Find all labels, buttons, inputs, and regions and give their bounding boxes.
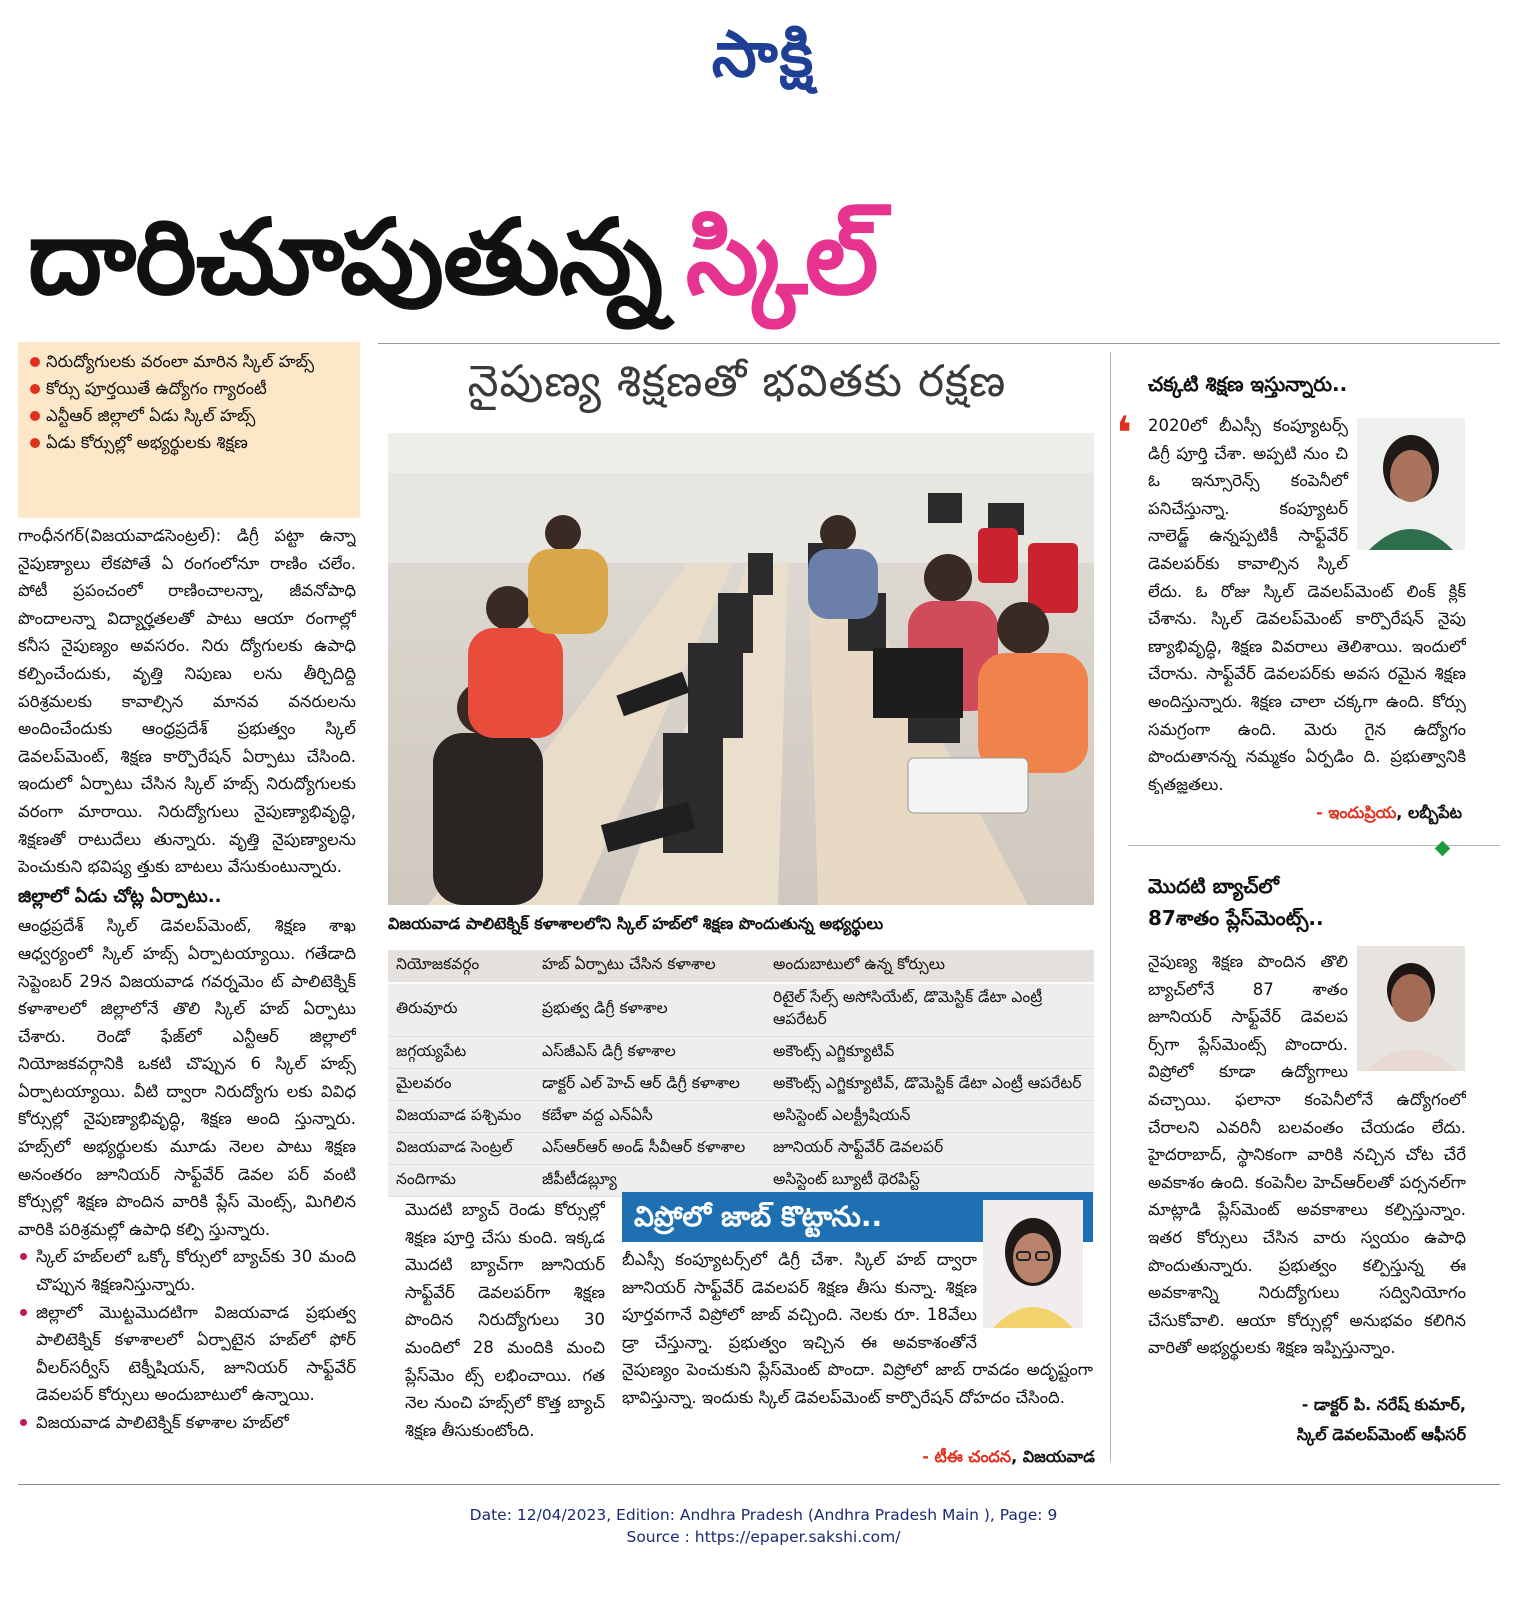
table-cell: జగ్గయ్యపేట — [388, 1037, 534, 1069]
highlight-item: ఏడు కోర్సుల్లో అభ్యర్థులకు శిక్షణ — [28, 429, 350, 456]
placement-heading-line2: 87శాతం ప్లేస్‌మెంట్స్.. — [1148, 906, 1324, 930]
column-divider — [1110, 352, 1111, 1462]
masthead-logo: సాక్షి — [711, 18, 816, 92]
intro-paragraph: గాంధీనగర్(విజయవాడసెంట్రల్): డిగ్రీ పట్టా ఉన్నా నైపుణ్యాలు లేకపోతే ఏ రంగంలోనూ రాణిం చలేం. పోటీ ప్రపంచంలో రాణించాలన్నా, జీవనోపాధి పొందాలన్నా విద్యార్హతలతో పాటు ఆయా రంగాల్లో కనీస నైపుణ్యం అవసరం. నిరు ద్యోగులకు ఉపాధి కల్పించేందుకు, వృత్తి నిపుణు లను తీర్చిదిద్ది పరిశ్రమలకు కావాల్సిన మానవ వనరులను అందించేందుకు ఆంధ్రప్రదేశ్ ప్రభుత్వం స్కిల్ డెవలప్‌మెంట్, శిక్షణ కార్పొరేషన్ ఏర్పాటు చేసింది. ఇందులో ఏర్పాటు చేసిన స్కిల్ హబ్స్ నిరుద్యోగులకు వరంగా మారాయి. నిరుద్యోగులు నైపుణ్యాభివృద్ధి, శిక్షణతో రాటుదేలు తున్నారు. వృత్తి నైపుణ్యాలను పెంచుకుని భవిష్య త్తుకు బాటలు వేసుకుంటున్నారు. — [18, 526, 356, 877]
table-cell: నందిగామ — [388, 1165, 534, 1197]
placement-heading-line1: మొదటి బ్యాచ్‌లో — [1148, 874, 1279, 898]
table-cell: అసిస్టెంట్ ఎలక్ట్రీషియన్ — [765, 1101, 1094, 1133]
table-cell: మైలవరం — [388, 1069, 534, 1101]
table-cell: జూనియర్ సాఫ్ట్‌వేర్ డెవలపర్ — [765, 1133, 1094, 1165]
table-row — [388, 1133, 1094, 1165]
wipro-story-text: బీఎస్సీ కంప్యూటర్స్‌లో డిగ్రీ చేశా. స్కిల్ హబ్ ద్వారా జూనియర్ సాఫ్ట్‌వేర్ డెవలపర్ శిక్షణ తీసు కున్నా. శిక్షణ పూర్తవగానే విప్రోలో జాబ్ వచ్చింది. నెలకు రూ. 18వేలు డ్రా చేస్తున్నా. ప్రభుత్వం ఇచ్చిన ఈ అవకాశంతోనే నైపుణ్యం పెంచుకుని ప్లేస్‌మెంట్ పొందా. విప్రోలో జాబ్ రావడం అదృష్టంగా భావిస్తున్నా. ఇందుకు స్కిల్ డెవలప్‌మెంట్ కార్పొరేషన్ దోహదం చేసింది. — [622, 1250, 1093, 1407]
byline-name: - ఇందుప్రియ — [1316, 803, 1397, 822]
body-paragraph: ఆంధ్రప్రదేశ్ స్కిల్ డెవలప్‌మెంట్, శిక్షణ శాఖ ఆధ్వర్యంలో స్కిల్ హబ్స్ ఏర్పాటయ్యాయి. గతేడాది సెప్టెంబర్ 29న విజయవాడ గవర్నమెం ట్ పాలిటెక్నిక్ కళాశాలలో జిల్లాలోనే తొలి స్కిల్ హబ్ ఏర్పాటు చేశారు. రెండో ఫేజ్‌లో ఎన్టీఆర్ జిల్లాలో నియోజకవర్గానికి ఒకటి చొప్పున 6 స్కిల్ హబ్స్ ఏర్పాటయ్యాయి. వీటి ద్వారా నిరుద్యోగు లకు వివిధ కోర్సుల్లో నైపుణ్యాభివృద్ధి, శిక్షణ అంది స్తున్నారు. హబ్స్‌లో అభ్యర్థులకు మూడు నెలల పాటు శిక్షణ అనంతరం జూనియర్ సాఫ్ట్‌వేర్ డెవల పర్ వంటి కోర్సుల్లో శిక్షణ పొందిన వారికి ప్లేస్ మెంట్స్, మిగిలిన వారికి పరిశ్రమల్లో ఉపాధి కల్పి స్తున్నారు. — [18, 916, 356, 1239]
diamond-icon — [1435, 841, 1451, 857]
table-cell: విజయవాడ పశ్చిమం — [388, 1101, 534, 1133]
photo-float-spacer — [1348, 948, 1466, 1073]
byline-place: , లబ్బీపేట — [1396, 803, 1462, 822]
headline-rule — [378, 343, 1500, 344]
footer-source: Source : https://epaper.sakshi.com/ — [626, 1528, 901, 1546]
left-column — [18, 522, 356, 1472]
photo-float-spacer — [1348, 412, 1466, 552]
table-cell: ఎస్ఆర్ఆర్ అండ్ సీవీఆర్ కళాశాల — [534, 1133, 765, 1165]
footer-edition-info: Date: 12/04/2023, Edition: Andhra Pradesh (Andhra Pradesh Main ), Page: 9 — [469, 1506, 1058, 1524]
quote-icon: ❛ — [1116, 406, 1132, 460]
table-row — [388, 1101, 1094, 1133]
table-row — [388, 1069, 1094, 1101]
placement-story-text: నైపుణ్య శిక్షణ పొందిన తొలి బ్యాచ్‌లోనే 87 శాతం జూనియర్ సాఫ్ట్‌వేర్ డెవలప ర్స్‌గా ప్లేస్‌మెంట్స్ పొందారు. విప్రోలో కూడా ఉద్యోగాలు వచ్చాయి. ఫలానా కంపెనీలోనే ఉద్యోగంలో చేరాలని ఎవరినీ బలవంతం చేయడం లేదు. హైదరాబాద్, స్థానికంగా వారికి నచ్చిన చోట చేరే అవకాశం ఉంది. కంపెనీల హెచ్‌ఆర్‌లతో పర్సనల్‌గా మాట్లాడి ప్లేస్‌మెంట్ అవకాశాలు కల్పిస్తున్నాం. ఇతర కోర్సులు చేసిన వారు స్వయం ఉపాధి పొందుతున్నారు. ప్రభుత్వం కల్పిస్తున్న ఈ అవకాశాన్ని నిరుద్యోగులు సద్వినియోగం చేసుకోవాలి. ఆయా కోర్సుల్లో అనుభవం కలిగిన వారితో అభ్యర్థులకు శిక్షణ ఇప్పిస్తున్నాం. — [1148, 952, 1466, 1358]
list-item: విజయవాడ పాలిటెక్నిక్ కళాశాల హబ్‌లో — [18, 1409, 356, 1437]
table-header-row — [388, 950, 1094, 983]
photo-float-spacer — [977, 1246, 1093, 1336]
indupriya-byline — [1240, 803, 1462, 826]
indupriya-text: 2020లో బీఎస్సీ కంప్యూటర్స్ డిగ్రీ పూర్తి చేశా. అప్పటి నుం చి ఓ ఇన్సూరెన్స్ కంపెనీలో పనిచేస్తున్నా. కంప్యూటర్ నాలెడ్జ్ ఉన్నప్పటికీ సాఫ్ట్‌వేర్ డెవలపర్‌కు కావాల్సిన స్కిల్ లేదు. ఓ రోజు స్కిల్ డెవలప్‌మెంట్ లింక్ క్లిక్ చేశాను. స్కిల్ డెవలప్‌మెంట్ కార్పొరేషన్ నైపు ణ్యాభివృద్ధి, శిక్షణ వివరాలు తెలిశాయి. ఇందులో చేరాను. సాఫ్ట్‌వేర్ డెవలపర్‌కు అవస రమైన శిక్షణ అందిస్తున్నారు. శిక్షణ చాలా చక్కగా ఉంది. కోర్సు సమగ్రంగా ఉంది. మెరు గైన ఉద్యోగం పొందుతానన్న నమ్మకం ఏర్పడిం ది. ప్రభుత్వానికి కృతజ్ఞతలు. — [1148, 416, 1466, 794]
table-row — [388, 983, 1094, 1037]
computer-lab-illustration — [388, 433, 1094, 905]
table-cell: ఎస్‌జీఎస్ డిగ్రీ కళాశాల — [534, 1037, 765, 1069]
center-heading: నైపుణ్య శిక్షణతో భవితకు రక్షణ — [467, 356, 1007, 407]
skill-hubs-table — [388, 950, 1094, 1197]
lab-photo — [388, 433, 1094, 905]
highlight-item: నిరుద్యోగులకు వరంలా మారిన స్కిల్ హబ్స్ — [28, 348, 350, 375]
table-cell: కబేళా వద్ద ఎన్ఏసీ — [534, 1101, 765, 1133]
headline-part1: దారిచూపుతున్న — [28, 196, 662, 318]
table-cell: జీపీటీడబ్ల్యూ — [534, 1165, 765, 1197]
byline-place: , విజయవాడ — [1011, 1447, 1095, 1466]
table-cell: డాక్టర్ ఎల్ హెచ్ ఆర్ డిగ్రీ కళాశాల — [534, 1069, 765, 1101]
highlight-item: కోర్సు పూర్తయితే ఉద్యోగం గ్యారంటీ — [28, 375, 350, 402]
wipro-story-text-top — [622, 1246, 1093, 1442]
footer-rule — [18, 1484, 1500, 1485]
placement-text — [1148, 948, 1466, 1388]
photo-caption: విజయవాడ పాలిటెక్నిక్ కళాశాలలోని స్కిల్ హబ్‌లో శిక్షణ పొందుతున్న అభ్యర్థులు — [388, 914, 884, 933]
highlight-item: ఎన్టీఆర్ జిల్లాలో ఏడు స్కిల్ హబ్స్ — [28, 402, 350, 429]
table-cell: విజయవాడ సెంట్రల్ — [388, 1133, 534, 1165]
column-header: నియోజకవర్గం — [388, 950, 534, 983]
table-cell: అకౌంట్స్ ఎగ్జిక్యూటివ్ — [765, 1037, 1094, 1069]
main-headline — [28, 170, 1498, 345]
table-cell: అకౌంట్స్ ఎగ్జిక్యూటివ్, డొమెస్టిక్ డేటా ఎంట్రీ ఆపరేటర్ — [765, 1069, 1094, 1101]
headline-part2: స్కిల్ — [685, 196, 878, 318]
indupriya-text-top — [1148, 412, 1466, 794]
placement-byline-name: - డాక్టర్ పి. నరేష్ కుమార్, — [1301, 1395, 1466, 1414]
table-cell: తిరువూరు — [388, 983, 534, 1037]
table-cell: అసిస్టెంట్ బ్యూటీ థెరపిస్ట్ — [765, 1165, 1094, 1197]
wipro-story-title: విప్రోలో జాబ్ కొట్టాను.. — [622, 1192, 1093, 1242]
table-cell: రిటైల్ సేల్స్ అసోసియేట్, డొమెస్టిక్ డేటా ఎంట్రీ ఆపరేటర్ — [765, 983, 1094, 1037]
batch-paragraph: మొదటి బ్యాచ్ రెండు కోర్సుల్లో శిక్షణ పూర్తి చేసు కుంది. ఇక్కడ మొదటి బ్యాచ్‌గా జూనియర్ సాఫ్ట్‌వేర్ డెవలపర్‌గా శిక్షణ పొందిన నిరుద్యోగులు 30 మందిలో 28 మందికి మంచి ప్లేస్‌మెం ట్స్ లభించాయి. గత నెల నుంచి హబ్స్‌లో కొత్త బ్యాచ్ శిక్షణ తీసుకుంటోంది. — [405, 1200, 605, 1440]
list-item: స్కిల్ హబ్‌లలో ఒక్కో కోర్సులో బ్యాచ్‌కు 30 మంది చొప్పున శిక్షణనిస్తున్నారు. — [18, 1243, 356, 1298]
table-row — [388, 1037, 1094, 1069]
column-header: అందుబాటులో ఉన్న కోర్సులు — [765, 950, 1094, 983]
placement-heading — [1148, 870, 1488, 934]
section-subhead: జిల్లాలో ఏడు చోట్ల ఏర్పాటు.. — [18, 885, 222, 907]
placement-byline-role: స్కిల్ డెవలప్‌మెంట్ ఆఫీసర్ — [1296, 1425, 1466, 1444]
wipro-byline — [895, 1447, 1095, 1470]
table-cell: ప్రభుత్వ డిగ్రీ కళాశాల — [534, 983, 765, 1037]
indupriya-heading: చక్కటి శిక్షణ ఇస్తున్నారు.. — [1148, 372, 1348, 396]
list-item: జిల్లాలో మొట్టమొదటిగా విజయవాడ ప్రభుత్వ పాలిటెక్నిక్ కళాశాలలో ఏర్పాటైన హబ్‌లో ఫోర్ వీలర్‌సర్వీస్ టెక్నీషియన్, జూనియర్ సాఫ్ట్‌వేర్ డెవలపర్ కోర్సులు అందుబాటులో ఉన్నాయి. — [18, 1299, 356, 1409]
column-header: హబ్ ఏర్పాటు చేసిన కళాశాల — [534, 950, 765, 983]
byline-name: - టీఈ చందన — [922, 1447, 1012, 1466]
highlights-box — [18, 342, 360, 518]
